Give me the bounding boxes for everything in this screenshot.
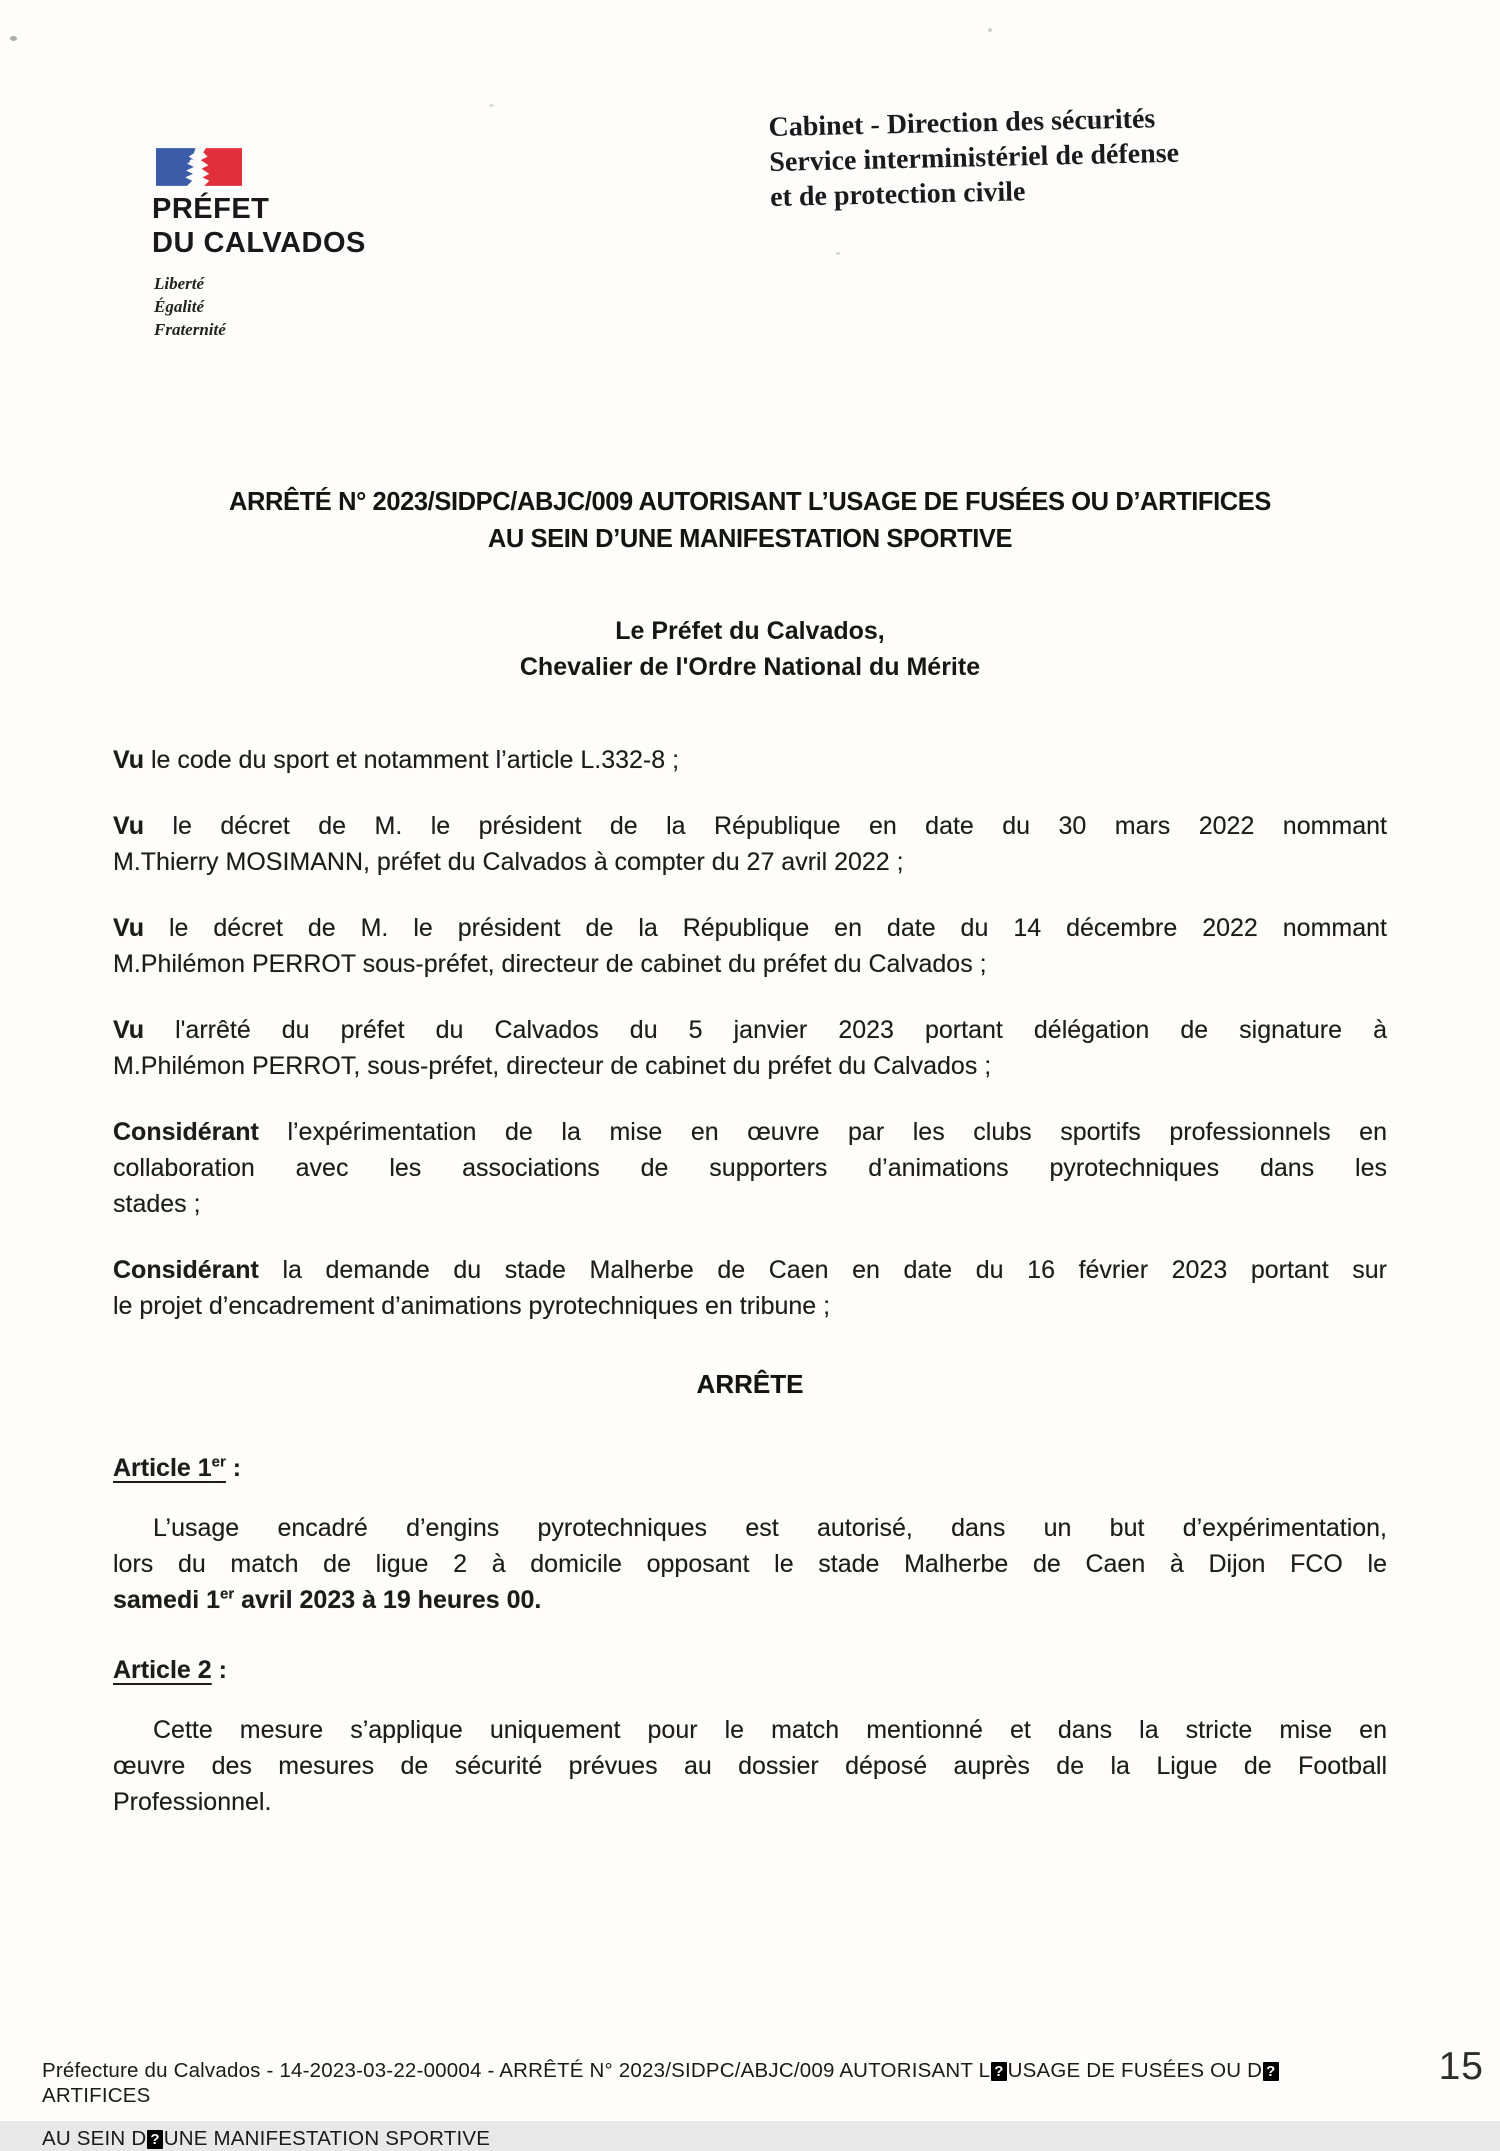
paragraph-vu-4: [113, 1012, 1387, 1084]
vu3-line2: M.Philémon PERROT sous-préfet, directeur de cabinet du préfet du Calvados ;: [113, 950, 987, 978]
subtitle-line2: Chevalier de l'Ordre National du Mérite: [519, 653, 981, 681]
vu-lead: Vu: [113, 1016, 145, 1044]
document-title-line1: ARRÊTÉ N° 2023/SIDPC/ABJC/009 AUTORISANT L’USAGE DE FUSÉES OU D’ARTIFICES: [228, 486, 1272, 516]
article-2-heading: [113, 1652, 1387, 1688]
agency-name-line1: PRÉFET: [152, 193, 270, 225]
vu-lead: Vu: [113, 746, 145, 774]
vu2-line1: le décret de M. le président de la République en date du 30 mars 2022 nommant: [144, 812, 1387, 840]
article2-line3: Professionnel.: [113, 1788, 272, 1816]
footer-line2-text: AU SEIN D: [42, 2127, 147, 2150]
service-line1: Cabinet - Direction des sécurités: [768, 103, 1156, 144]
article1-line1: L’usage encadré d’engins pyrotechniques est autorisé, dans un but d’expérimentation,: [153, 1514, 1387, 1542]
article-1-label: Article 1: [113, 1454, 212, 1482]
vu4-line2: M.Philémon PERROT, sous-préfet, directeur de cabinet du préfet du Calvados ;: [113, 1052, 992, 1080]
considerant1-line2: collaboration avec les associations de supporters d’animations pyrotechniques dans les: [113, 1154, 1387, 1182]
article1-date-ordinal: er: [220, 1585, 235, 1603]
vu3-line1: le décret de M. le président de la République en date du 14 décembre 2022 nommant: [144, 914, 1387, 942]
scan-speck: [836, 252, 840, 255]
agency-name: [152, 192, 366, 260]
considerant-lead: Considérant: [113, 1256, 259, 1284]
footer-line1-text: Préfecture du Calvados - 14-2023-03-22-00004 - ARRÊTÉ N° 2023/SIDPC/ABJC/009 AUTORISANT L: [42, 2059, 991, 2082]
article-1-body: [113, 1510, 1387, 1618]
paragraph-vu-1: [113, 742, 1387, 778]
paragraph-considerant-2: [113, 1252, 1387, 1324]
republic-motto: [154, 272, 366, 341]
publication-footer: [42, 2058, 1382, 2151]
article1-line2: lors du match de ligue 2 à domicile opposant le stade Malherbe de Caen à Dijon FCO le: [113, 1550, 1387, 1578]
page-number: 15: [1438, 2045, 1484, 2088]
document-title-line2: AU SEIN D’UNE MANIFESTATION SPORTIVE: [487, 523, 1013, 553]
considerant2-line2: le projet d’encadrement d’animations pyrotechniques en tribune ;: [113, 1292, 831, 1320]
service-line3: et de protection civile: [769, 176, 1026, 214]
scan-speck: [988, 28, 992, 32]
missing-glyph-icon: ?: [991, 2062, 1006, 2081]
vu-lead: Vu: [113, 914, 145, 942]
motto-fraternite: Fraternité: [154, 320, 226, 339]
footer-line2: [42, 2126, 1382, 2151]
footer-line1: [42, 2058, 1382, 2108]
missing-glyph-icon: ?: [147, 2130, 162, 2149]
motto-liberte: Liberté: [154, 274, 205, 293]
considerant-lead: Considérant: [113, 1118, 259, 1146]
paragraph-vu-3: [113, 910, 1387, 982]
agency-logo-block: [152, 148, 366, 341]
vu4-line1: l'arrêté du préfet du Calvados du 5 janvier 2023 portant délégation de signature à: [144, 1016, 1387, 1044]
scan-speck: [10, 36, 17, 41]
article-1-colon: :: [225, 1454, 242, 1482]
scan-speck: [489, 104, 494, 107]
considerant1-line3: stades ;: [113, 1190, 201, 1218]
agency-name-line2: DU CALVADOS: [152, 227, 366, 259]
issuing-service: [768, 96, 1390, 215]
considerant2-line1: la demande du stade Malherbe de Caen en date du 16 février 2023 portant sur: [258, 1256, 1387, 1284]
subtitle-line1: Le Préfet du Calvados,: [615, 617, 885, 645]
considerant1-line1: l’expérimentation de la mise en œuvre par les clubs sportifs professionnels en: [258, 1118, 1387, 1146]
article1-date-pre: samedi 1: [113, 1586, 221, 1614]
document-title: [126, 483, 1375, 557]
paragraph-considerant-1: [113, 1114, 1387, 1222]
footer-line1-text: USAGE DE FUSÉES OU D: [1007, 2059, 1263, 2082]
motto-egalite: Égalité: [154, 297, 205, 316]
article1-date-post: avril 2023 à 19 heures 00.: [234, 1586, 542, 1614]
article1-date-bold: [113, 1582, 1387, 1618]
article-1-heading: [113, 1450, 1387, 1486]
footer-line2-text: UNE MANIFESTATION SPORTIVE: [163, 2127, 491, 2150]
article-2-colon: :: [211, 1656, 227, 1684]
vu2-line2: M.Thierry MOSIMANN, préfet du Calvados à compter du 27 avril 2022 ;: [113, 848, 904, 876]
article-2-label: Article 2: [113, 1656, 212, 1684]
marianne-flag-icon: [156, 148, 242, 186]
vu-lead: Vu: [113, 812, 145, 840]
service-line2: Service interministériel de défense: [768, 137, 1180, 179]
article-1-ordinal: er: [211, 1453, 226, 1471]
missing-glyph-icon: ?: [1263, 2062, 1278, 2081]
document-body: [113, 742, 1387, 1854]
document-subtitle: [113, 613, 1387, 685]
paragraph-vu-2: [113, 808, 1387, 880]
article2-line1: Cette mesure s’applique uniquement pour le match mentionné et dans la stricte mise en: [153, 1716, 1387, 1744]
footer-line1-text: ARTIFICES: [42, 2084, 151, 2107]
vu1-text: le code du sport et notamment l’article L.332-8 ;: [144, 746, 680, 774]
arrete-heading: ARRÊTE: [696, 1369, 804, 1399]
article-2-body: [113, 1712, 1387, 1820]
article2-line2: œuvre des mesures de sécurité prévues au dossier déposé auprès de la Ligue de Football: [113, 1752, 1387, 1780]
